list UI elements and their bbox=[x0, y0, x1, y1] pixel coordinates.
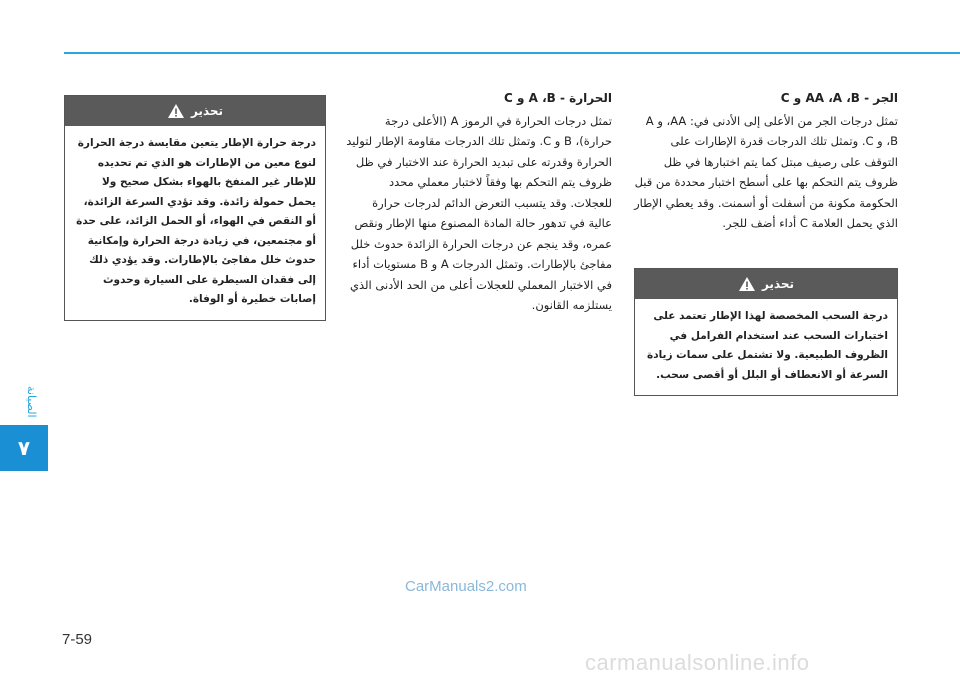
chapter-label: الصيانة bbox=[25, 386, 38, 418]
top-rule bbox=[64, 52, 960, 54]
traction-section bbox=[634, 88, 898, 234]
warning-triangle-icon bbox=[167, 103, 185, 119]
chapter-tab: ٧ bbox=[0, 425, 48, 471]
warning-title: تحذير bbox=[761, 277, 795, 291]
warning-title: تحذير bbox=[190, 104, 224, 118]
watermark-text: carmanualsonline.info bbox=[585, 650, 810, 675]
page-number: 7-59 bbox=[62, 631, 93, 648]
warning-body: درجة حرارة الإطار يتعين مقايسة درجة الحرارة لنوع معين من الإطارات هو الذي تم تحديده للإطار غير المنفخ بالهواء بشكل صحيح ولا يحمل حمولة زائدة. وقد تؤدي السرعة الزائدة، أو النقص في الهواء، أو الحمل الزائد، على حدة أو مجتمعين، في زيادة درجة الحرارة وإمكانية حدوث خلل مفاجئ بالإطارات. وقد يؤدي ذلك إلى فقدان السيطرة على السيارة وحدوث إصابات خطيرة أو الوفاة. bbox=[76, 137, 316, 305]
watermark-link[interactable]: CarManuals2.com bbox=[405, 578, 527, 595]
temperature-section bbox=[346, 88, 612, 316]
warning-header bbox=[635, 269, 897, 299]
traction-heading: الجر - AA ،A ،B و C bbox=[780, 91, 898, 105]
warning-header bbox=[65, 96, 325, 126]
temperature-heading: الحرارة - A ،B و C bbox=[504, 91, 612, 105]
traction-warning-box bbox=[634, 268, 898, 396]
warning-body: درجة السحب المخصصة لهذا الإطار تعتمد على اختبارات السحب عند استخدام الفرامل في الظروف الطبيعية. ولا تشتمل على سمات زيادة السرعة أو الانعطاف أو البلل أو أقصى سحب. bbox=[647, 310, 888, 381]
temperature-warning-box bbox=[64, 95, 326, 321]
traction-body: تمثل درجات الجر من الأعلى إلى الأدنى في: AA، و A ،B و C. وتمثل تلك الدرجات قدرة الإطارات على التوقف على رصيف مبتل كما يتم اختبارها في ظل ظروف يتم التحكم بها على أسطح اختبار محددة من قبل الحكومة مكونة من أسفلت أو أسمنت. وقد يعطي الإطار الذي يحمل العلامة C أداء أضف للجر. bbox=[634, 113, 898, 230]
temperature-body: تمثل درجات الحرارة في الرموز A (الأعلى درجة حرارة)، B و C. وتمثل تلك الدرجات مقاومة الإطار لتوليد الحرارة وقدرته على تبديد الحرارة عند الاختبار في ظل ظروف يتم التحكم بها وفقاً لاختبار معملي محدد للعجلات. وقد يتسبب التعرض الدائم لدرجات حرارة عالية في تدهور حالة المادة المصنوع منها الإطار ونقص عمره، وقد ينجم عن درجات الحرارة الزائدة حدوث خلل مفاجئ بالإطارات. وتمثل الدرجات A و B مستويات أداء في الاختبار المعملي للعجلات أعلى من الحد الأدنى الذي يستلزمه القانون. bbox=[346, 113, 612, 312]
warning-triangle-icon bbox=[738, 276, 756, 292]
